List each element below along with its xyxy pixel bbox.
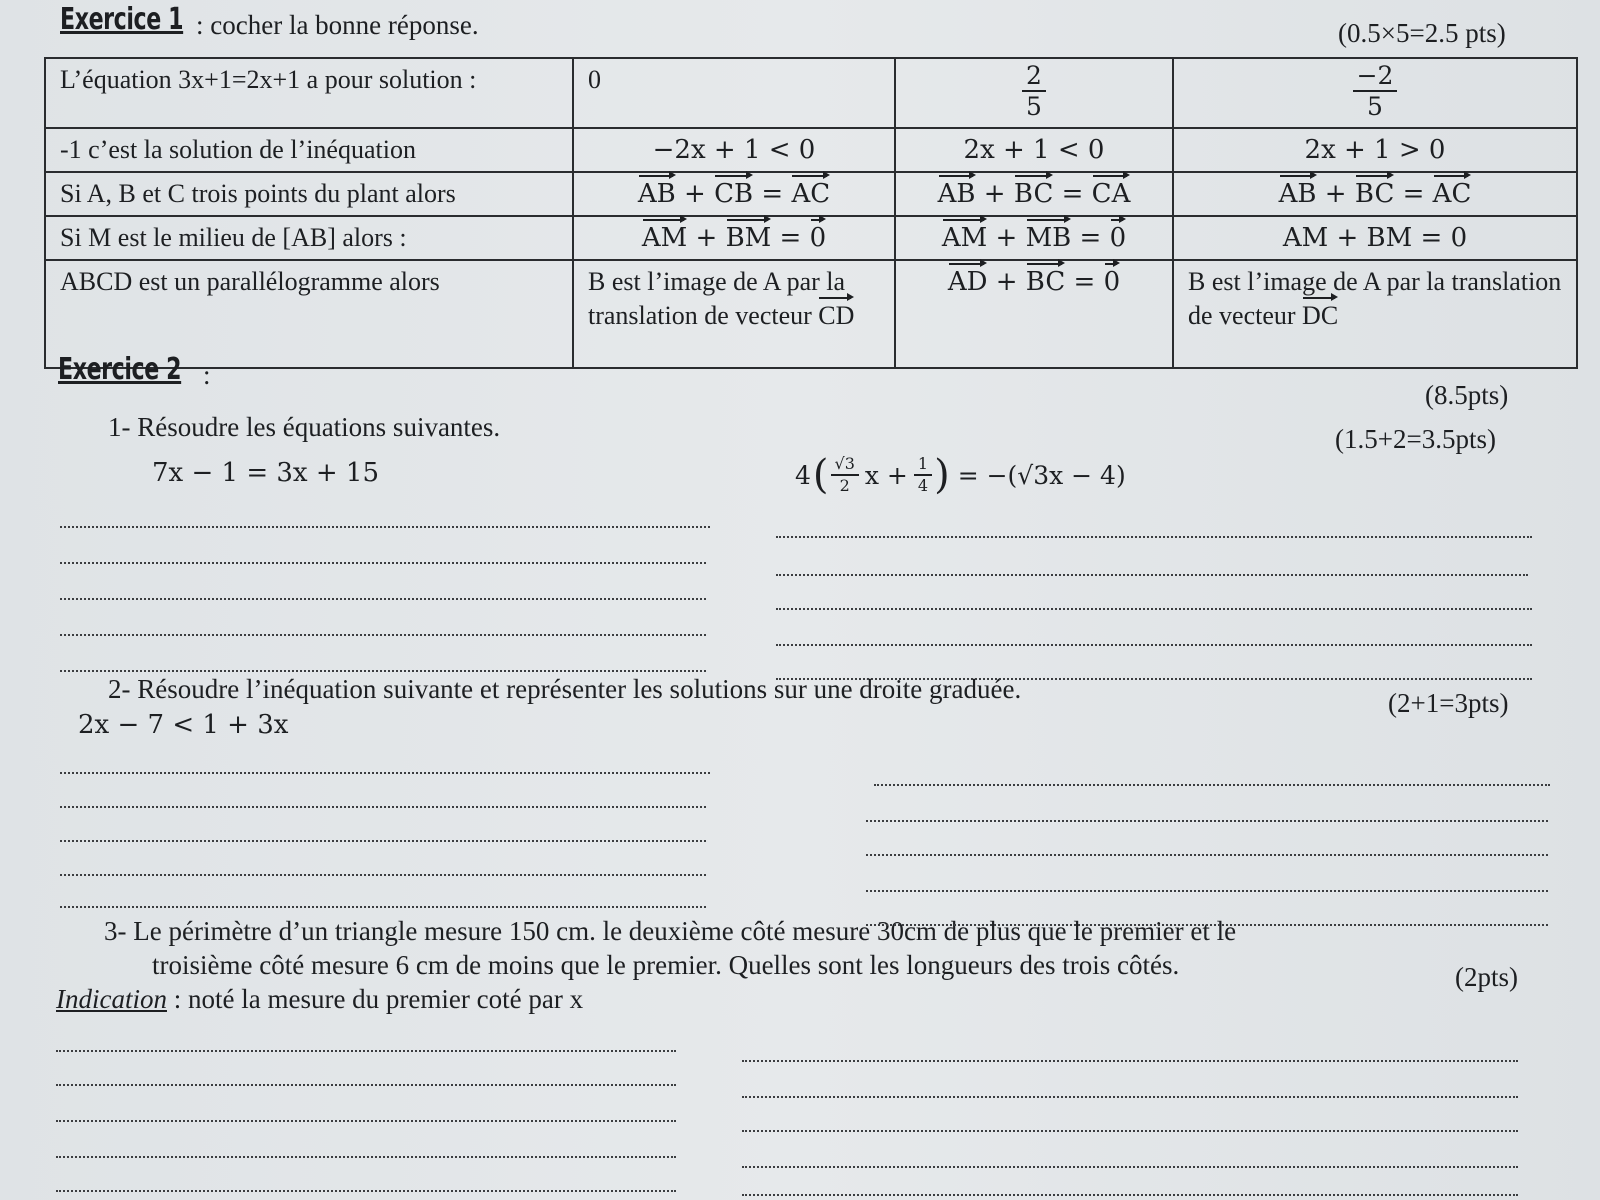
question-1-label: 1- Résoudre les équations suivantes. [108,412,501,442]
answer-line[interactable] [60,806,706,808]
answer-cell[interactable]: AB + BC = CA [895,172,1173,216]
qcm-table [44,57,1578,369]
answer-line[interactable] [56,1050,676,1052]
answer-line[interactable] [866,924,1548,926]
answer-line[interactable] [776,678,1532,680]
exercice2-colon: : [203,360,211,390]
answer-cell[interactable]: B est l’image de A par la translation de vecteur DC [1173,260,1577,368]
answer-cell[interactable]: AB + CB = AC [573,172,895,216]
answer-line[interactable] [742,1096,1518,1098]
answer-cell[interactable]: AD + BC = 0 [895,260,1173,368]
answer-line[interactable] [60,562,706,564]
fraction: $\frac{-2}{5}$ [1353,63,1398,119]
answer-cell[interactable]: −2x + 1 < 0 [573,128,895,172]
answer-line[interactable] [776,574,1528,576]
answer-cell[interactable]: B est l’image de A par la translation de vecteur CD [573,260,895,368]
question-2-label: 2- Résoudre l’inéquation suivante et représenter les solutions sur une droite graduée. [108,674,1022,704]
table-row [45,216,1577,260]
answer-line[interactable] [56,1120,676,1122]
question-3-line2: troisième côté mesure 6 cm de moins que le premier. Quelles sont les longueurs des trois côtés. [152,950,1180,980]
answer-cell[interactable]: AM + BM = 0 [1173,216,1577,260]
question-cell: ABCD est un parallélogramme alors [45,260,573,368]
answer-line[interactable] [56,1190,676,1192]
answer-line[interactable] [866,820,1548,822]
exercice2-title: Exercice 2 [58,352,182,387]
exercice1-points: (0.5×5=2.5 pts) [1338,18,1506,48]
answer-cell[interactable]: 2x + 1 < 0 [895,128,1173,172]
answer-line[interactable] [60,526,710,528]
question-1-points: (1.5+2=3.5pts) [1335,424,1496,454]
table-row [45,58,1577,128]
answer-line[interactable] [776,536,1532,538]
answer-cell[interactable]: AM + BM = 0 [573,216,895,260]
answer-line[interactable] [60,598,706,600]
answer-line[interactable] [874,784,1550,786]
question-cell: Si A, B et C trois points du plant alors [45,172,573,216]
question-2-points: (2+1=3pts) [1388,688,1509,718]
question-3-points: (2pts) [1455,962,1518,992]
answer-cell[interactable]: AB + BC = AC [1173,172,1577,216]
exercice1-instruction: : cocher la bonne réponse. [196,10,479,40]
question-cell: L’équation 3x+1=2x+1 a pour solution : [45,58,573,128]
question-cell: Si M est le milieu de [AB] alors : [45,216,573,260]
answer-line[interactable] [60,840,706,842]
answer-line[interactable] [866,890,1548,892]
answer-line[interactable] [60,906,706,908]
table-row [45,260,1577,368]
answer-line[interactable] [866,854,1548,856]
question-cell: -1 c’est la solution de l’inéquation [45,128,573,172]
answer-cell[interactable]: 2x + 1 > 0 [1173,128,1577,172]
answer-cell[interactable]: AM + MB = 0 [895,216,1173,260]
answer-line[interactable] [742,1166,1518,1168]
answer-cell[interactable] [895,58,1173,128]
question-3-line1: 3- Le périmètre d’un triangle mesure 150 cm. le deuxième côté mesure 30cm de plus que le premier et le [104,916,1237,946]
answer-line[interactable] [742,1130,1518,1132]
exercice1-title: Exercice 1 [60,2,184,37]
equation-2: 4 ( $\frac{√3}{2}$ x + $\frac{1}{4}$ ) = −(√3x − 4) [795,452,1126,498]
answer-cell[interactable] [1173,58,1577,128]
fraction: $\frac{2}{5}$ [1022,63,1046,119]
table-row [45,172,1577,216]
exercice2-points: (8.5pts) [1425,380,1509,410]
answer-line[interactable] [742,1060,1518,1062]
answer-line[interactable] [56,1156,676,1158]
indication: Indication : noté la mesure du premier coté par x [56,984,584,1014]
answer-line[interactable] [60,874,706,876]
answer-line[interactable] [776,608,1532,610]
answer-line[interactable] [60,772,710,774]
table-row [45,128,1577,172]
equation-1: 7x − 1 = 3x + 15 [152,458,379,488]
answer-cell[interactable]: 0 [573,58,895,128]
inequation: 2x − 7 < 1 + 3x [78,710,289,740]
answer-line[interactable] [60,634,706,636]
answer-line[interactable] [60,670,706,672]
answer-line[interactable] [56,1084,676,1086]
answer-line[interactable] [742,1194,1518,1196]
answer-line[interactable] [776,644,1532,646]
